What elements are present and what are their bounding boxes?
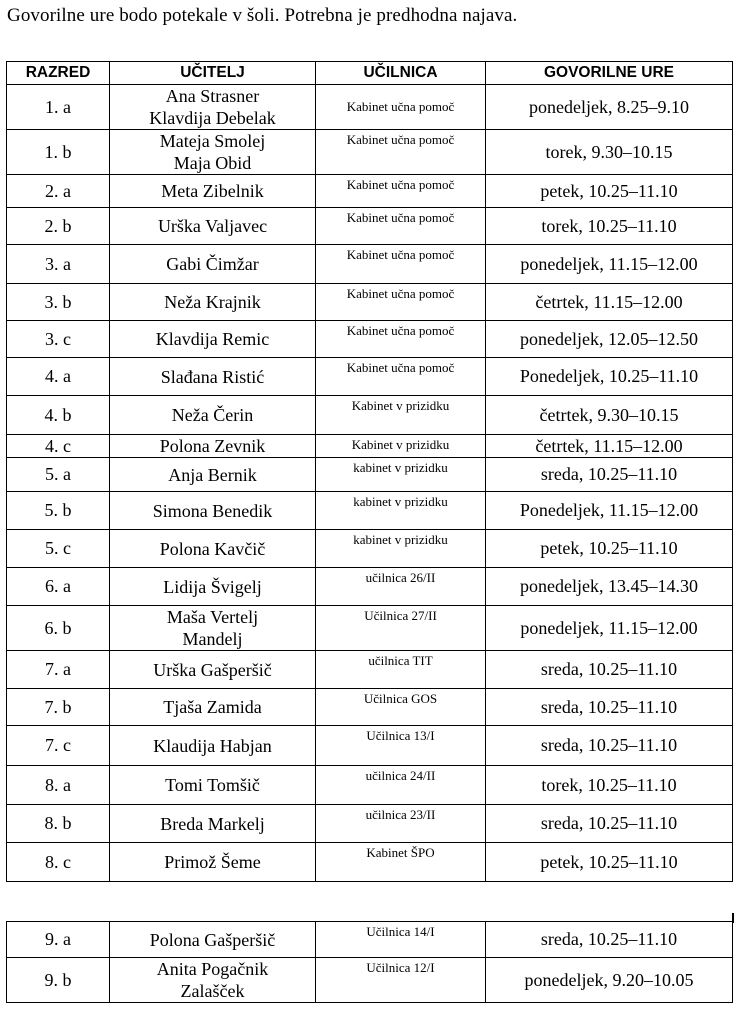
header-ucitelj: UČITELJ <box>110 62 316 85</box>
razred-cell: 3. a <box>7 245 110 284</box>
ucilnica-cell: Učilnica 12/I <box>316 958 486 1003</box>
table-row <box>7 805 733 843</box>
ucitelj-cell <box>110 435 316 458</box>
ucilnica-cell: Kabinet v prizidku <box>316 396 486 435</box>
ucilnica-cell: Kabinet učna pomoč <box>316 208 486 245</box>
ucilnica-cell: Kabinet učna pomoč <box>316 130 486 175</box>
teacher-name: Polona Gašperšič <box>149 929 276 950</box>
table-row <box>7 130 733 175</box>
table-row <box>7 396 733 435</box>
teacher-name: Simona Benedik <box>152 500 273 521</box>
ucilnica-cell: Učilnica 13/I <box>316 726 486 766</box>
ucitelj-cell <box>110 766 316 805</box>
ucilnica-cell: Kabinet učna pomoč <box>316 321 486 358</box>
ucitelj-cell <box>110 208 316 245</box>
ucilnica-cell: kabinet v prizidku <box>316 492 486 530</box>
ucitelj-cell <box>110 492 316 530</box>
table-row <box>7 435 733 458</box>
govorilne-ure-cell: sreda, 10.25–11.10 <box>486 651 733 689</box>
ucitelj-cell <box>110 284 316 321</box>
ucilnica-cell: Kabinet učna pomoč <box>316 284 486 321</box>
table-row <box>7 606 733 651</box>
govorilne-ure-cell: petek, 10.25–11.10 <box>486 530 733 568</box>
consultation-table <box>6 61 733 882</box>
table-row <box>7 651 733 689</box>
razred-cell: 8. b <box>7 805 110 843</box>
ucitelj-cell <box>110 568 316 606</box>
ucitelj-cell <box>110 922 316 958</box>
govorilne-ure-cell: ponedeljek, 8.25–9.10 <box>486 85 733 130</box>
teacher-name: Maša Vertelj <box>166 607 259 627</box>
govorilne-ure-cell: ponedeljek, 11.15–12.00 <box>486 606 733 651</box>
razred-cell: 9. b <box>7 958 110 1003</box>
govorilne-ure-cell: ponedeljek, 11.15–12.00 <box>486 245 733 284</box>
govorilne-ure-cell: Ponedeljek, 10.25–11.10 <box>486 358 733 396</box>
razred-cell: 4. b <box>7 396 110 435</box>
ucitelj-cell <box>110 321 316 358</box>
table-row <box>7 689 733 726</box>
ucitelj-cell <box>110 358 316 396</box>
intro-text: Govorilne ure bodo potekale v šoli. Potrebna je predhodna najava. <box>7 5 518 26</box>
govorilne-ure-cell: četrtek, 11.15–12.00 <box>486 284 733 321</box>
ucilnica-cell: Kabinet ŠPO <box>316 843 486 882</box>
teacher-name: Tjaša Zamida <box>163 697 262 717</box>
header-govorilne-ure: GOVORILNE URE <box>486 62 733 85</box>
ucilnica-cell: učilnica 24/II <box>316 766 486 805</box>
razred-cell: 7. c <box>7 726 110 766</box>
table-row <box>7 358 733 396</box>
ucitelj-cell <box>110 130 316 175</box>
ucilnica-cell: kabinet v prizidku <box>316 530 486 568</box>
ucitelj-cell <box>110 458 316 492</box>
teacher-name: Polona Zevnik <box>159 436 266 456</box>
ucilnica-cell: Kabinet učna pomoč <box>316 85 486 130</box>
govorilne-ure-cell: ponedeljek, 9.20–10.05 <box>486 958 733 1003</box>
teacher-name: Polona Kavčič <box>159 538 266 559</box>
ucilnica-cell: Kabinet v prizidku <box>316 435 486 458</box>
razred-cell: 2. a <box>7 175 110 208</box>
govorilne-ure-cell: petek, 10.25–11.10 <box>486 175 733 208</box>
ucilnica-cell: kabinet v prizidku <box>316 458 486 492</box>
ucilnica-cell: učilnica 26/II <box>316 568 486 606</box>
ucitelj-cell <box>110 689 316 726</box>
ucilnica-cell: Učilnica GOS <box>316 689 486 726</box>
teacher-name: Lidija Švigelj <box>163 576 262 597</box>
ucitelj-cell <box>110 726 316 766</box>
ucitelj-cell <box>110 245 316 284</box>
razred-cell: 3. b <box>7 284 110 321</box>
govorilne-ure-cell: sreda, 10.25–11.10 <box>486 922 733 958</box>
ucitelj-cell <box>110 85 316 130</box>
razred-cell: 2. b <box>7 208 110 245</box>
razred-cell: 6. a <box>7 568 110 606</box>
teacher-name: Anita Pogačnik <box>156 959 269 979</box>
razred-cell: 3. c <box>7 321 110 358</box>
teacher-name: Mateja Smolej <box>159 131 266 151</box>
ucitelj-cell <box>110 958 316 1003</box>
govorilne-ure-cell: četrtek, 11.15–12.00 <box>486 435 733 458</box>
razred-cell: 9. a <box>7 922 110 958</box>
razred-cell: 7. b <box>7 689 110 726</box>
teacher-name: Klaudija Habjan <box>153 735 272 756</box>
teacher-name: Slađana Ristić <box>160 366 265 387</box>
razred-cell: 8. c <box>7 843 110 882</box>
govorilne-ure-cell: Ponedeljek, 11.15–12.00 <box>486 492 733 530</box>
govorilne-ure-cell: sreda, 10.25–11.10 <box>486 805 733 843</box>
table-row <box>7 922 733 958</box>
table-row <box>7 208 733 245</box>
ucilnica-cell: Kabinet učna pomoč <box>316 358 486 396</box>
ucilnica-cell: Kabinet učna pomoč <box>316 245 486 284</box>
teacher-name: Klavdija Debelak <box>149 108 276 128</box>
teacher-name: Urška Gašperšič <box>153 659 272 680</box>
ucitelj-cell <box>110 606 316 651</box>
razred-cell: 5. c <box>7 530 110 568</box>
ucilnica-cell: Kabinet učna pomoč <box>316 175 486 208</box>
razred-cell: 4. c <box>7 435 110 458</box>
table-row <box>7 530 733 568</box>
teacher-name: Anja Bernik <box>168 464 257 485</box>
ucitelj-cell <box>110 805 316 843</box>
table-row <box>7 245 733 284</box>
teacher-name: Maja Obid <box>173 153 252 173</box>
teacher-name: Meta Zibelnik <box>161 181 264 201</box>
ucilnica-cell: učilnica 23/II <box>316 805 486 843</box>
teacher-name: Gabi Čimžar <box>166 254 259 274</box>
teacher-name: Ana Strasner <box>165 86 260 106</box>
ucitelj-cell <box>110 396 316 435</box>
govorilne-ure-cell: torek, 9.30–10.15 <box>486 130 733 175</box>
teacher-name: Neža Krajnik <box>164 292 261 312</box>
table-row <box>7 958 733 1003</box>
teacher-name: Klavdija Remic <box>155 329 270 349</box>
govorilne-ure-cell: ponedeljek, 12.05–12.50 <box>486 321 733 358</box>
table-row <box>7 843 733 882</box>
razred-cell: 5. b <box>7 492 110 530</box>
govorilne-ure-cell: sreda, 10.25–11.10 <box>486 726 733 766</box>
header-ucilnica: UČILNICA <box>316 62 486 85</box>
ucitelj-cell <box>110 530 316 568</box>
govorilne-ure-cell: sreda, 10.25–11.10 <box>486 458 733 492</box>
razred-cell: 6. b <box>7 606 110 651</box>
govorilne-ure-cell: torek, 10.25–11.10 <box>486 208 733 245</box>
table-row <box>7 568 733 606</box>
ucilnica-cell: učilnica TIT <box>316 651 486 689</box>
table-row <box>7 766 733 805</box>
table-row <box>7 458 733 492</box>
govorilne-ure-cell: torek, 10.25–11.10 <box>486 766 733 805</box>
razred-cell: 8. a <box>7 766 110 805</box>
header-razred: RAZRED <box>7 62 110 85</box>
razred-cell: 1. a <box>7 85 110 130</box>
govorilne-ure-cell: četrtek, 9.30–10.15 <box>486 396 733 435</box>
teacher-name: Breda Markelj <box>160 813 265 834</box>
header-row <box>7 62 733 85</box>
teacher-name: Mandelj <box>182 629 243 649</box>
govorilne-ure-cell: sreda, 10.25–11.10 <box>486 689 733 726</box>
razred-cell: 1. b <box>7 130 110 175</box>
govorilne-ure-cell: ponedeljek, 13.45–14.30 <box>486 568 733 606</box>
teacher-name: Neža Čerin <box>171 405 254 425</box>
teacher-name: Primož Šeme <box>164 852 261 872</box>
table-row <box>7 321 733 358</box>
teacher-name: Urška Valjavec <box>157 216 268 236</box>
razred-cell: 5. a <box>7 458 110 492</box>
ucitelj-cell <box>110 651 316 689</box>
razred-cell: 4. a <box>7 358 110 396</box>
table-row <box>7 284 733 321</box>
teacher-name: Tomi Tomšič <box>165 775 260 795</box>
ucitelj-cell <box>110 843 316 882</box>
ucilnica-cell: Učilnica 27/II <box>316 606 486 651</box>
table-row <box>7 85 733 130</box>
consultation-table-continued <box>6 921 733 1003</box>
table-row <box>7 726 733 766</box>
teacher-name: Zalašček <box>180 981 245 1001</box>
ucilnica-cell: Učilnica 14/I <box>316 922 486 958</box>
govorilne-ure-cell: petek, 10.25–11.10 <box>486 843 733 882</box>
table-row <box>7 492 733 530</box>
razred-cell: 7. a <box>7 651 110 689</box>
ucitelj-cell <box>110 175 316 208</box>
table-row <box>7 175 733 208</box>
